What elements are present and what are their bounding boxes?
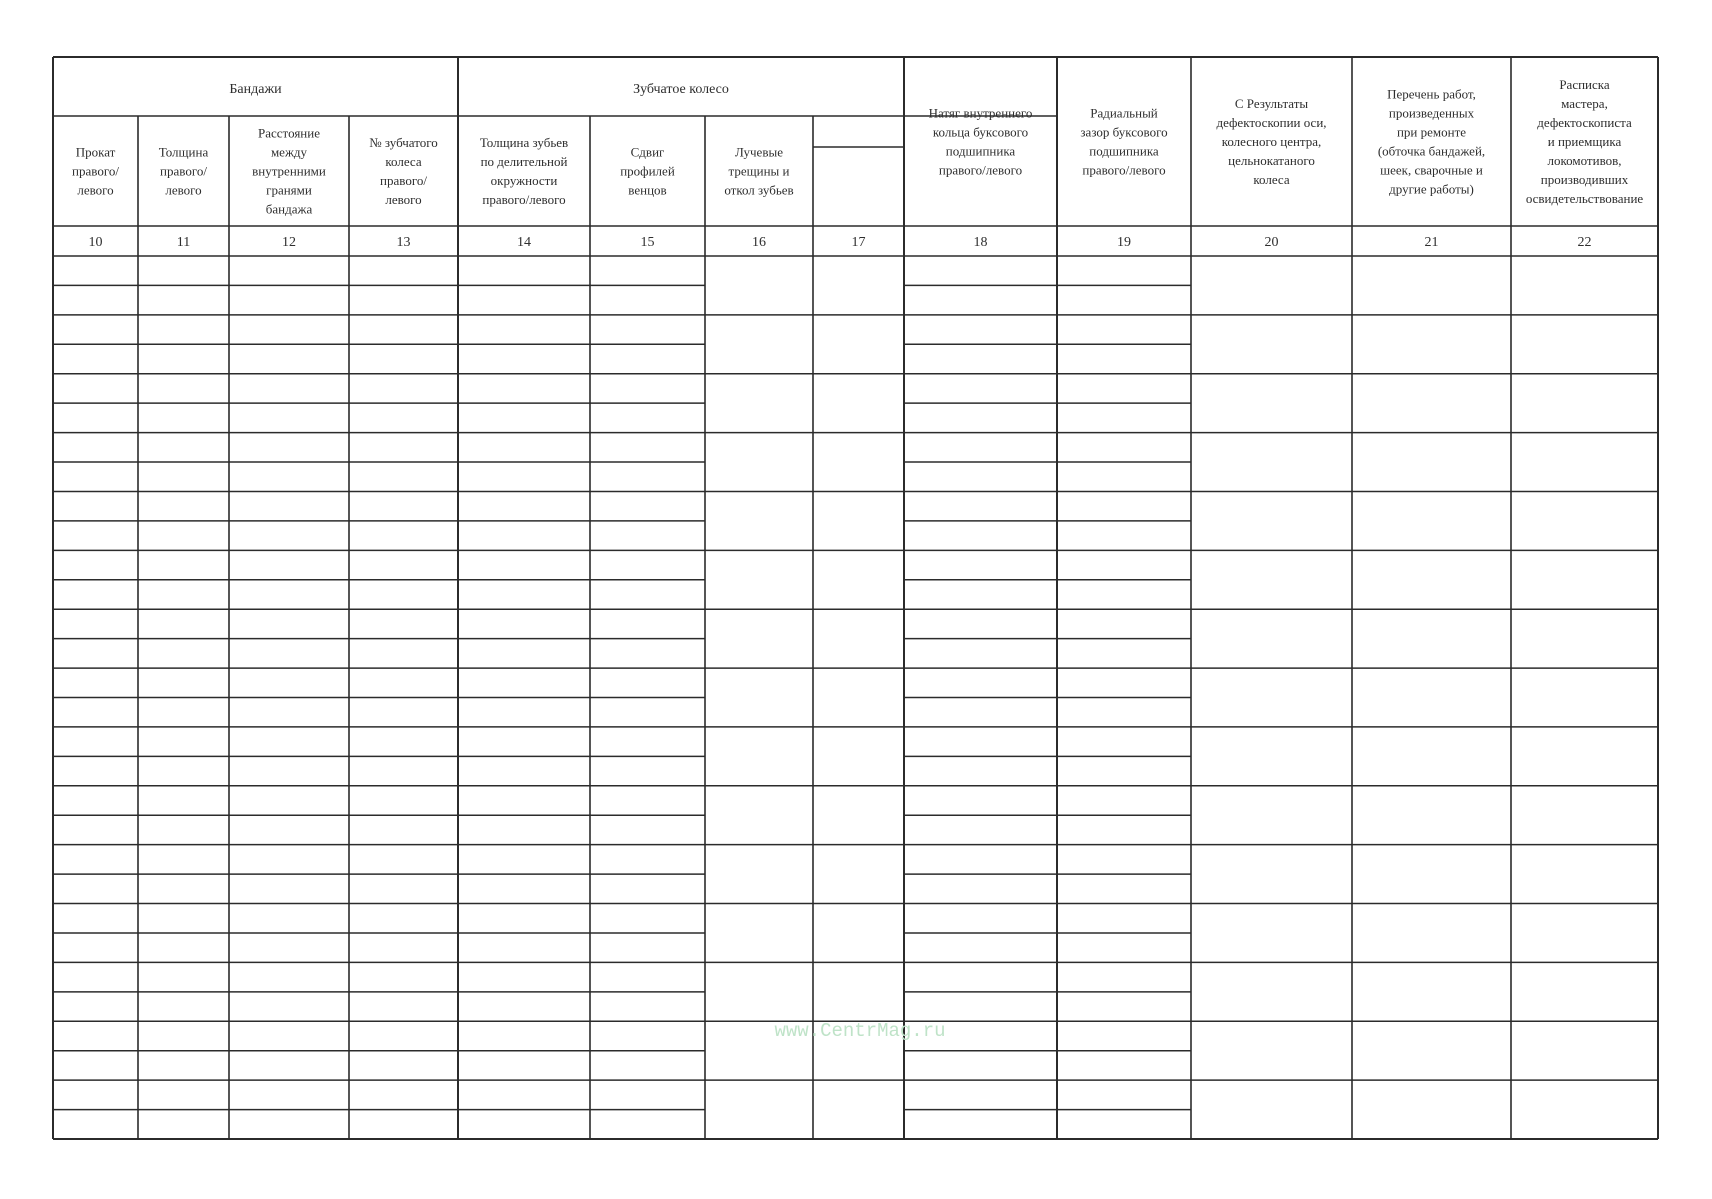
column-header-11: Толщина — [158, 144, 209, 160]
column-number-12: 12 — [282, 235, 296, 250]
column-header-12: Расстояние — [258, 125, 320, 141]
column-header-16: Лучевые — [735, 144, 783, 160]
column-number-17: 17 — [851, 235, 866, 250]
column-header-22: локомотивов, — [1547, 153, 1622, 168]
column-number-10: 10 — [88, 235, 103, 250]
column-header-14: правого/левого — [482, 192, 566, 207]
column-header-22: и приемщика — [1547, 134, 1622, 149]
column-header-19: правого/левого — [1082, 162, 1166, 178]
column-number-13: 13 — [396, 235, 411, 250]
column-number-22: 22 — [1577, 235, 1592, 250]
column-header-21: (обточка бандажей, — [1377, 143, 1486, 159]
column-header-21: Перечень работ, — [1387, 86, 1476, 102]
column-header-19: зазор буксового — [1080, 124, 1168, 140]
column-number-11: 11 — [176, 235, 191, 250]
column-header-13: № зубчатого — [369, 135, 438, 150]
column-header-22: производивших — [1540, 172, 1629, 187]
column-header-15: венцов — [628, 182, 667, 198]
column-header-18: кольца буксового — [932, 124, 1029, 140]
column-header-20: цельнокатаного — [1228, 153, 1315, 168]
column-number-21: 21 — [1424, 235, 1439, 250]
column-header-20: дефектоскопии оси, — [1216, 115, 1327, 130]
column-header-10: Прокат — [75, 144, 116, 160]
column-header-14: по делительной — [480, 154, 568, 169]
column-header-11: левого — [165, 182, 202, 198]
watermark-text: www.CentrMag.ru — [774, 1020, 946, 1042]
column-number-15: 15 — [640, 235, 655, 250]
column-header-21: другие работы) — [1389, 181, 1474, 197]
column-header-16: откол зубьев — [724, 182, 794, 198]
column-header-19: Радиальный — [1090, 105, 1158, 121]
column-header-12: бандажа — [265, 201, 313, 217]
column-header-13: колеса — [385, 154, 422, 169]
column-header-21: шеек, сварочные и — [1380, 162, 1483, 178]
column-header-15: Сдвиг — [630, 144, 665, 160]
column-header-13: правого/ — [380, 173, 427, 188]
column-header-20: колеса — [1253, 172, 1290, 187]
column-header-14: Толщина зубьев — [479, 135, 569, 150]
column-number-14: 14 — [517, 235, 531, 250]
group-title-gear-wheel: Зубчатое колесо — [633, 82, 729, 97]
column-header-18: подшипника — [945, 143, 1016, 159]
column-header-19: подшипника — [1089, 143, 1159, 159]
column-header-22: освидетельствование — [1525, 191, 1644, 206]
column-header-22: Расписка — [1559, 77, 1610, 92]
column-header-14: окружности — [490, 173, 558, 188]
column-header-18: правого/левого — [938, 162, 1023, 178]
column-header-20: колесного центра, — [1221, 134, 1322, 149]
column-header-21: произведенных — [1388, 105, 1475, 121]
column-header-18: Натяг внутреннего — [928, 105, 1033, 121]
column-header-12: внутренними — [252, 163, 326, 179]
column-header-11: правого/ — [160, 163, 207, 179]
column-header-20: С Результаты — [1234, 96, 1309, 111]
column-number-16: 16 — [752, 235, 766, 250]
column-header-12: гранями — [266, 182, 312, 198]
column-header-12: между — [270, 144, 308, 160]
column-header-15: профилей — [620, 163, 675, 179]
column-number-19: 19 — [1117, 235, 1131, 250]
column-header-13: левого — [385, 192, 422, 207]
column-header-21: при ремонте — [1396, 124, 1467, 140]
group-title-bandages: Бандажи — [229, 82, 282, 97]
column-number-20: 20 — [1264, 235, 1279, 250]
column-header-16: трещины и — [728, 163, 790, 179]
column-header-22: мастера, — [1561, 96, 1608, 111]
column-header-10: левого — [77, 182, 114, 198]
column-header-10: правого/ — [72, 163, 119, 179]
column-header-22: дефектоскописта — [1537, 115, 1632, 130]
column-number-18: 18 — [973, 235, 988, 250]
